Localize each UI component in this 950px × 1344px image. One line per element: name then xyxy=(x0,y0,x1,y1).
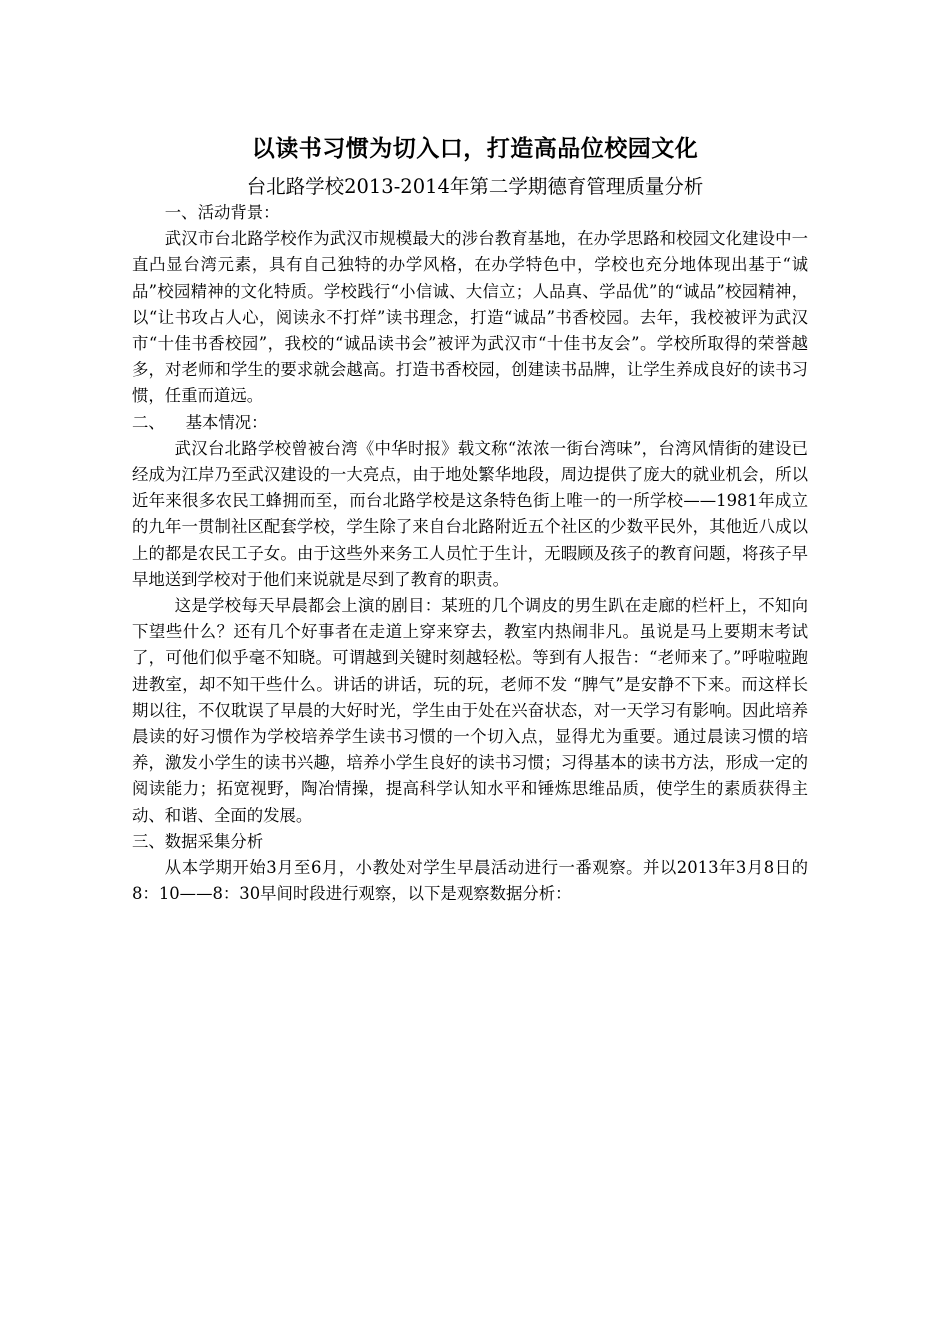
section1-paragraph: 武汉市台北路学校作为武汉市规模最大的涉台教育基地，在办学思路和校园文化建设中一直凸显台湾元素，具有自己独特的办学风格，在办学特色中，学校也充分地体现出基于“诚品”校园精神的文化特质。学校践行“小信诚、大信立；人品真、学品优”的“诚品”校园精神，以“让书攻占人心，阅读永不打烊”读书理念，打造“诚品”书香校园。去年，我校被评为武汉市“十佳书香校园”，我校的“诚品读书会”被评为武汉市“十佳书友会”。学校所取得的荣誉越多，对老师和学生的要求就会越高。打造书香校园，创建读书品牌，让学生养成良好的读书习惯，任重而道远。 xyxy=(132,229,808,406)
section2-paragraph-2: 这是学校每天早晨都会上演的剧目：某班的几个调皮的男生趴在走廊的栏杆上，不知向下望些什么？还有几个好事者在走道上穿来穿去，教室内热闹非凡。虽说是马上要期末考试了，可他们似乎毫不知晓。可谓越到关键时刻越轻松。等到有人报告：“老师来了。”呼啦啦跑进教室，却不知干些什么。讲话的讲话，玩的玩，老师不发 “脾气”是安静不下来。而这样长期以往，不仅耽误了早晨的大好时光，学生由于处在兴奋状态，对一天学习有影响。因此培养晨读的好习惯作为学校培养学生读书习惯的一个切入点，显得尤为重要。通过晨读习惯的培养，激发小学生的读书兴趣，培养小学生良好的读书习惯；习得基本的读书方法，形成一定的阅读能力；拓宽视野，陶冶情操，提高科学认知水平和锤炼思维品质，使学生的素质获得主动、和谐、全面的发展。 xyxy=(132,596,808,825)
document-title: 以读书习惯为切入口，打造高品位校园文化 xyxy=(251,136,699,162)
section2-heading: 二、 基本情况： xyxy=(132,412,268,432)
section1-heading: 一、活动背景： xyxy=(164,203,280,222)
document-subtitle: 台北路学校2013-2014年第二学期德育管理质量分析 xyxy=(246,175,704,198)
document-body xyxy=(132,200,808,907)
section3-paragraph: 从本学期开始3月至6月，小教处对学生早晨活动进行一番观察。并以2013年3月8日的8：10——8：30早间时段进行观察，以下是观察数据分析： xyxy=(132,858,808,904)
section2-paragraph-1: 武汉台北路学校曾被台湾《中华时报》载文称“浓浓一街台湾味”，台湾风情街的建设已经成为江岸乃至武汉建设的一大亮点，由于地处繁华地段，周边提供了庞大的就业机会，所以近年来很多农民工蜂拥而至，而台北路学校是这条特色街上唯一的一所学校——1981年成立的九年一贯制社区配套学校，学生除了来自台北路附近五个社区的少数平民外，其他近八成以上的都是农民工子女。由于这些外来务工人员忙于生计，无暇顾及孩子的教育问题，将孩子早早地送到学校对于他们来说就是尽到了教育的职责。 xyxy=(132,438,808,589)
section3-heading: 三、数据采集分析 xyxy=(132,831,264,851)
